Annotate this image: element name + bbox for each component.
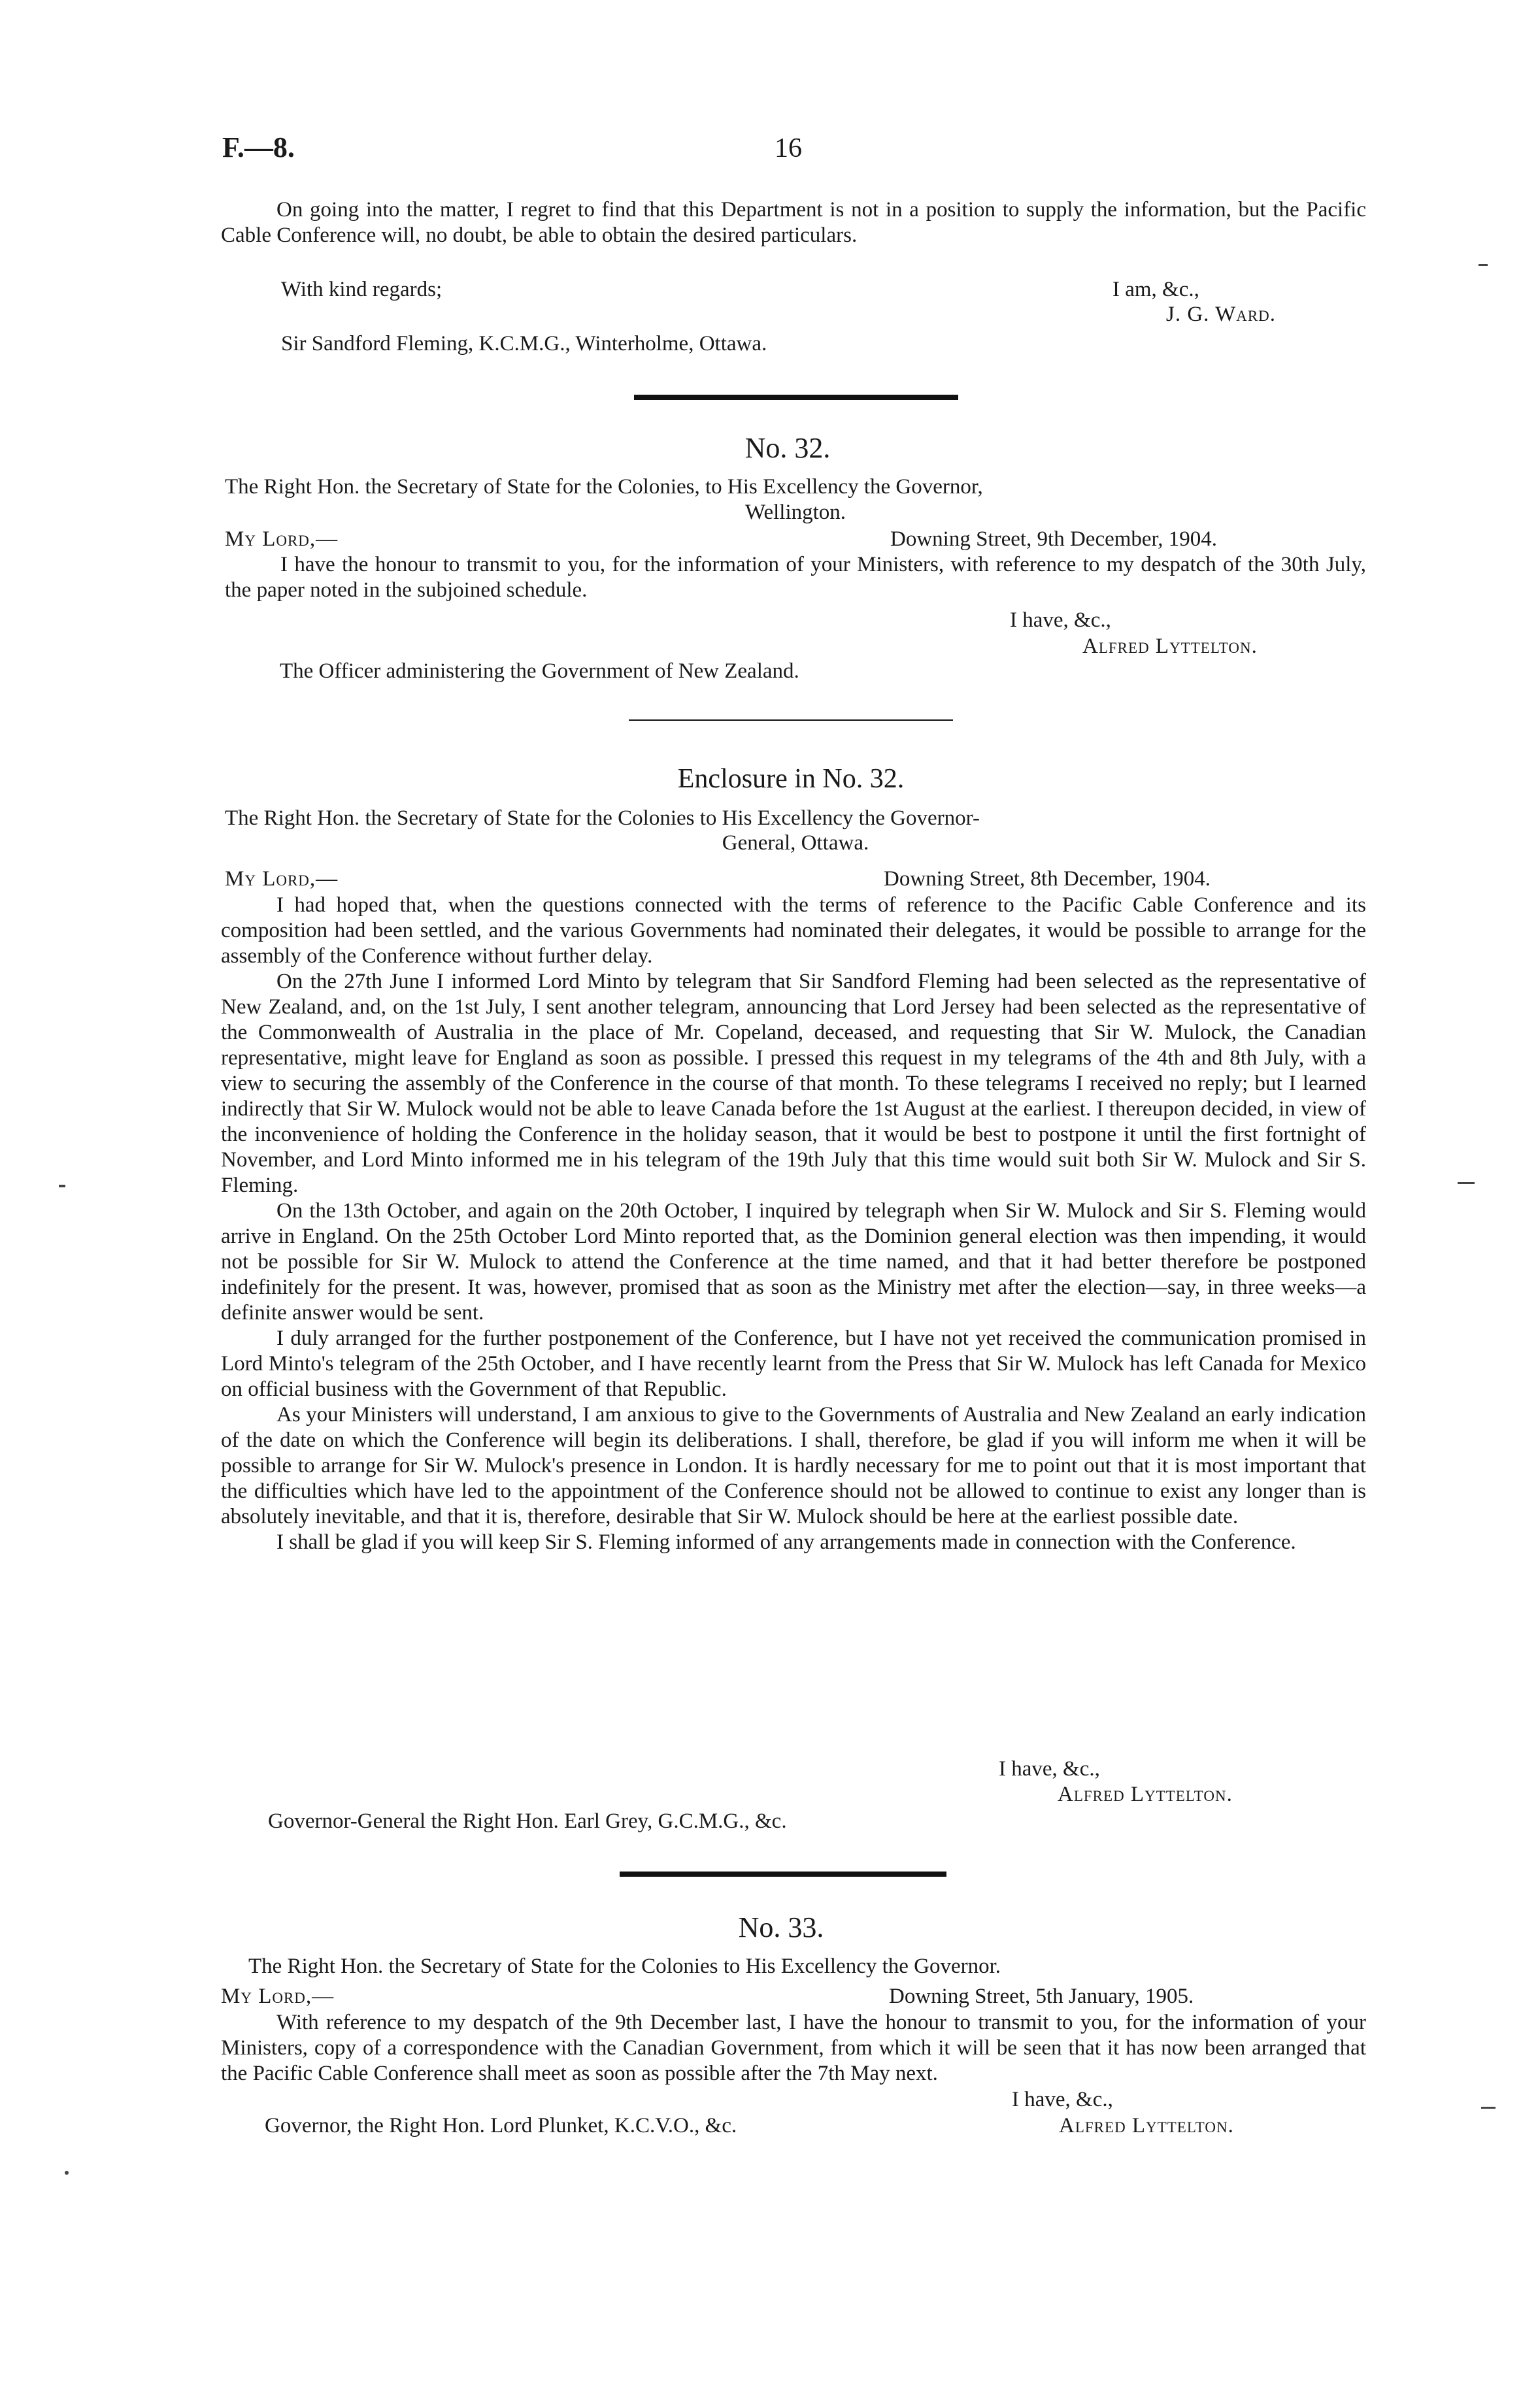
enclosure-title: Enclosure in No. 32. [677, 764, 905, 794]
enclosure-paragraph: On the 27th June I informed Lord Minto by telegram that Sir Sandford Fleming had been selected as the representative of New Zealand, and, on the 1st July, I sent another telegram, announcing that Lord Jersey had been selected as the representative of the Commonwealth of Australia in the place of Mr. Copeland, deceased, and requesting that Sir W. Mulock, the Canadian representative, might leave for England as soon as possible. I pressed this request in my telegrams of the 4th and 8th July, with a view to securing the assembly of the Conference in the course of that month. To these telegrams I received no reply; but I learned indirectly that Sir W. Mulock would not be able to leave Canada before the 1st August at the earliest. I thereupon decided, in view of the inconvenience of holding the Conference in the holiday season, that it would be best to postpone it until the first fortnight of November, and Lord Minto informed me in his telegram of the 19th July that this time would suit both Sir W. Mulock and Sir S. Fleming. [221, 970, 1366, 1197]
section-title-no32: No. 32. [744, 432, 831, 464]
enclosure-paragraph: I duly arranged for the further postponement of the Conference, but I have not yet received the communication promised in Lord Minto's telegram of the 25th October, and I have recently learnt from the Press that Sir W. Mulock has left Canada for Mexico on official business with the Government of that Republic. [221, 1327, 1366, 1401]
body-block [225, 552, 1366, 603]
from-to-line-continued: Wellington. [744, 501, 846, 524]
body-block [221, 2010, 1366, 2086]
section-rule [620, 1872, 946, 1877]
closing-line: I have, &c., [1010, 608, 1111, 632]
salutation: My Lord,— [221, 1985, 335, 2008]
closing-line: I am, &c., [1112, 278, 1199, 301]
body-paragraph: With reference to my despatch of the 9th December last, I have the honour to transmit to you, for the information of your Ministers, copy of a correspondence with the Canadian Government, from which it will be seen that it has now been arranged that the Pacific Cable Conference shall meet as soon as possible after the 7th May next. [221, 2011, 1366, 2085]
enclosure-body [221, 893, 1366, 1555]
enclosure-paragraph: As your Ministers will understand, I am anxious to give to the Governments of Australia and New Zealand an early indication of the date on which the Conference will begin its deliberations. I shall, therefore, be glad if you will inform me when it will be possible to arrange for Sir W. Mulock's presence in London. It is hardly necessary for me to point out that it is most important that the difficulties which have led to the appointment of the Conference should not be allowed to continue to exist any longer than is absolutely inevitable, and that it is, therefore, desirable that Sir W. Mulock should be here at the earliest possible date. [221, 1403, 1366, 1528]
addressee-line: Governor, the Right Hon. Lord Plunket, K.C.V.O., &c. [265, 2114, 737, 2137]
page-number: 16 [775, 133, 802, 163]
addressee-line: The Officer administering the Government of New Zealand. [280, 659, 799, 683]
closing-line: I have, &c., [999, 1757, 1100, 1781]
section-title-no33: No. 33. [738, 1911, 824, 1943]
place-date: Downing Street, 9th December, 1904. [890, 527, 1217, 551]
signature: J. G. Ward. [1166, 303, 1277, 326]
addressee-line: Sir Sandford Fleming, K.C.M.G., Winterholme, Ottawa. [281, 332, 767, 355]
enclosure-paragraph: On the 13th October, and again on the 20th October, I inquired by telegraph when Sir W. Mulock and Sir S. Fleming would arrive in England. On the 25th October Lord Minto reported that, as the Dominion general election was then impending, it would not be possible for Sir W. Mulock to attend the Conference at the time named, and that it had better therefore be postponed indefinitely for the present. It was, however, promised that as soon as the Ministry met after the election—say, in three weeks—a definite answer would be sent. [221, 1199, 1366, 1325]
from-to-line: The Right Hon. the Secretary of State for the Colonies to His Excellency the Governor- [225, 806, 980, 830]
place-date: Downing Street, 5th January, 1905. [889, 1985, 1194, 2008]
series-number: F.—8. [222, 131, 295, 163]
salutation: My Lord,— [225, 867, 339, 891]
section-rule [634, 395, 958, 400]
from-to-line: The Right Hon. the Secretary of State for the Colonies to His Excellency the Governor. [248, 1954, 1001, 1978]
scan-speck [1458, 1182, 1475, 1184]
closing-line: I have, &c., [1012, 2088, 1113, 2111]
body-paragraph: I have the honour to transmit to you, for the information of your Ministers, with reference to my despatch of the 30th July, the paper noted in the subjoined schedule. [225, 553, 1366, 602]
scan-speck [59, 1185, 65, 1187]
scan-speck [1481, 2107, 1496, 2109]
enclosure-paragraph: I had hoped that, when the questions connected with the terms of reference to the Pacific Cable Conference and its composition had been settled, and the various Governments had nominated their delegates, it would be possible to arrange for the assembly of the Conference without further delay. [221, 893, 1366, 968]
from-to-line-continued: General, Ottawa. [722, 831, 869, 855]
place-date: Downing Street, 8th December, 1904. [884, 867, 1211, 891]
signature: Alfred Lyttelton. [1058, 1783, 1233, 1806]
addressee-line: Governor-General the Right Hon. Earl Grey, G.C.M.G., &c. [268, 1809, 787, 1833]
signature: Alfred Lyttelton. [1082, 635, 1258, 658]
enclosure-paragraph: I shall be glad if you will keep Sir S. Fleming informed of any arrangements made in connection with the Conference. [276, 1530, 1296, 1554]
scan-speck [1479, 264, 1488, 266]
regards-line: With kind regards; [281, 278, 443, 301]
intro-paragraph: On going into the matter, I regret to find that this Department is not in a position to supply the information, but the Pacific Cable Conference will, no doubt, be able to obtain the desired particulars. [221, 198, 1366, 247]
signature: Alfred Lyttelton. [1059, 2114, 1234, 2137]
thin-rule [629, 719, 953, 721]
intro-paragraph-block [221, 197, 1366, 248]
from-to-text: The Right Hon. the Secretary of State for the Colonies, to His Excellency the Governor, [225, 475, 983, 499]
from-to-line [225, 474, 1366, 500]
salutation: My Lord,— [225, 527, 339, 551]
scan-speck [65, 2171, 69, 2175]
